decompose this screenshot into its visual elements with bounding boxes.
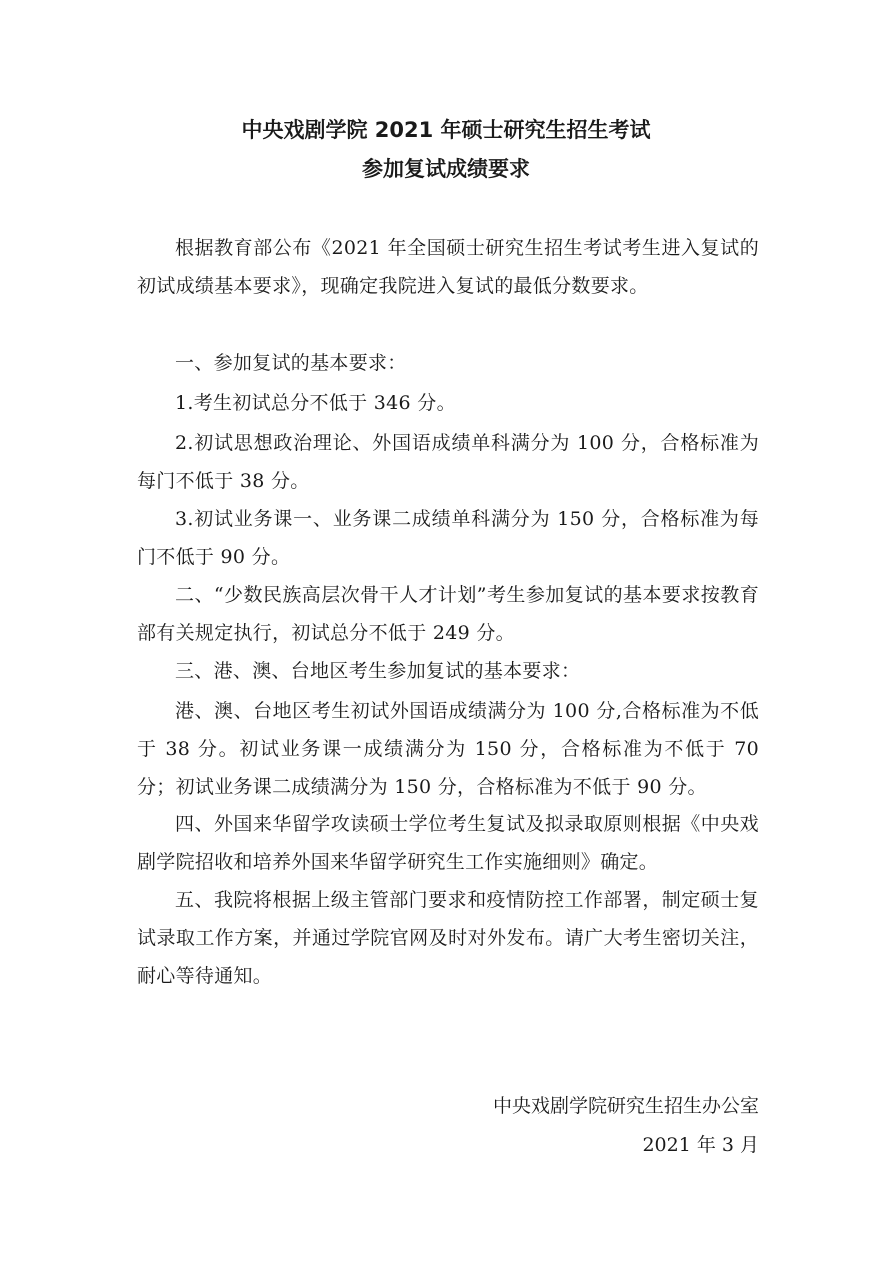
section-4-paragraph: 四、外国来华留学攻读硕士学位考生复试及拟录取原则根据《中央戏剧学院招收和培养外国来华留学研究生工作实施细则》确定。: [137, 813, 759, 873]
signature-office: 中央戏剧学院研究生招生办公室: [492, 1095, 759, 1117]
document-subtitle: 参加复试成绩要求: [362, 157, 530, 181]
intro-paragraph: 根据教育部公布《2021 年全国硕士研究生招生考试考生进入复试的初试成绩基本要求》，现确定我院进入复试的最低分数要求。: [137, 237, 759, 297]
section-1-item-1: 1.考生初试总分不低于 346 分。: [175, 392, 456, 414]
signature-date: 2021 年 3 月: [642, 1134, 759, 1156]
document-title: 中央戏剧学院 2021 年硕士研究生招生考试: [241, 118, 651, 142]
section-3-heading: 三、港、澳、台地区考生参加复试的基本要求：: [175, 660, 581, 682]
section-3-body: 港、澳、台地区考生初试外国语成绩满分为 100 分,合格标准为不低于 38 分。初试业务课一成绩满分为 150 分，合格标准为不低于 70 分；初试业务课二成绩满分为 150 分，合格标准为不低于 90 分。: [137, 700, 759, 798]
section-5-paragraph: 五、我院将根据上级主管部门要求和疫情防控工作部署，制定硕士复试录取工作方案，并通过学院官网及时对外发布。请广大考生密切关注，耐心等待通知。: [137, 889, 759, 987]
section-1-item-2: 2.初试思想政治理论、外国语成绩单科满分为 100 分，合格标准为每门不低于 38 分。: [137, 432, 759, 492]
section-1-item-3: 3.初试业务课一、业务课二成绩单科满分为 150 分，合格标准为每门不低于 90 分。: [137, 508, 759, 568]
section-2-paragraph: 二、“少数民族高层次骨干人才计划”考生参加复试的基本要求按教育部有关规定执行，初试总分不低于 249 分。: [137, 584, 759, 644]
section-1-heading: 一、参加复试的基本要求：: [175, 352, 407, 374]
